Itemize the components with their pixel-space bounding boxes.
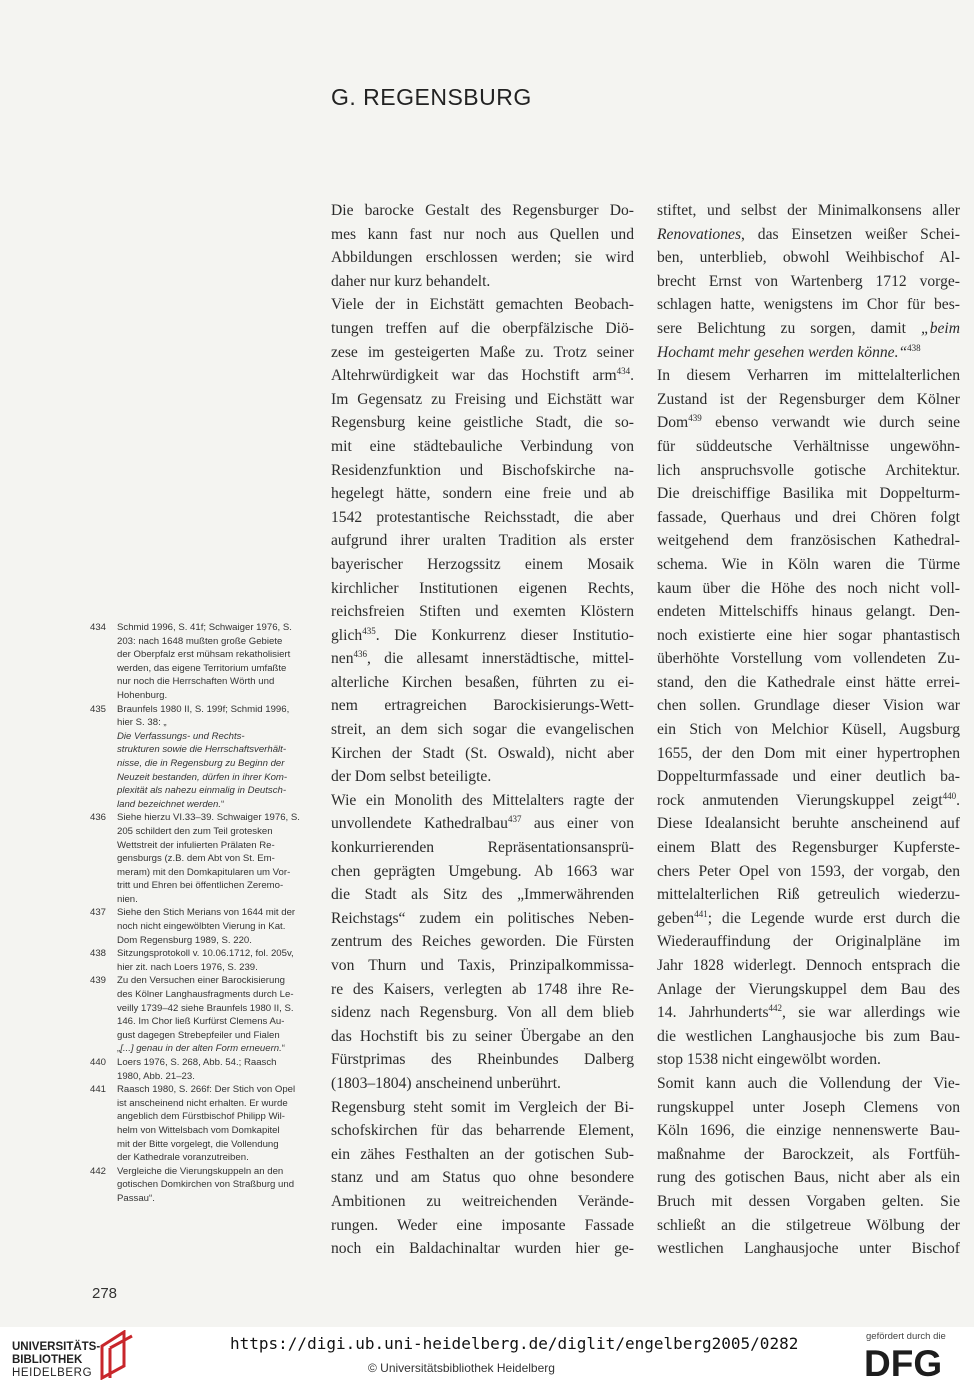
body-column-right xyxy=(657,199,960,1261)
text-line: ein zähes Festhalten an der gotischen Sub- xyxy=(331,1145,634,1163)
footnote-ref[interactable]: 441 xyxy=(694,908,708,919)
text-line: lich anspruchsvolle gotische Architektur. xyxy=(657,461,960,479)
text-line: Doppelturmfassade und einer deutlich ba- xyxy=(657,768,960,786)
text-line: stand, den die Kathedrale einst hätte errei- xyxy=(657,673,960,691)
text-line: einem Blatt des Regensburger Kupferste- xyxy=(657,839,960,857)
footnote-line: plexität als nahezu einmalig in Deutsch- xyxy=(117,785,287,797)
text-line: Diese Idealansicht beruhte anscheinend auf xyxy=(657,815,960,833)
text-line: stanz und am Status quo ohne besondere xyxy=(331,1169,634,1187)
text-line: glich$^{435}$. Die Konkurrenz dieser Institutio- xyxy=(331,625,634,644)
footnote-line: noch nicht eingewölbten Vierung in Kat. xyxy=(117,921,286,933)
library-line: UNIVERSITÄTS- xyxy=(12,1341,101,1353)
text-line: die Stadt als Sitz des „Immerwährenden xyxy=(331,886,634,904)
footnote xyxy=(90,1083,305,1165)
footnote xyxy=(90,1056,305,1083)
text-line: rungen. Weder eine imposante Fassade xyxy=(331,1216,634,1234)
text-line: reichsfreien Stiften und exemten Klöstern xyxy=(331,603,634,621)
text-line: daher nur kurz behandelt. xyxy=(331,272,491,290)
footnote-line: Wettstreit der infulierten Prälaten Re- xyxy=(117,839,275,851)
text-line: Fürstprimas des Rheinbundes Dalberg xyxy=(331,1051,634,1069)
footnote-number: 439 xyxy=(90,975,107,987)
text-line: Die dreischiffige Basilika mit Doppelturm- xyxy=(657,485,960,503)
text-line: für süddeutsche Verhältnisse ungewöhn- xyxy=(657,437,960,455)
text-line: Residenzfunktion und Bischofskirche na- xyxy=(331,461,634,479)
text-line: Altehrwürdigkeit war das Hochstift arm$^{434}$. xyxy=(331,366,634,385)
text-line: Regensburg keine geistliche Stadt, die so- xyxy=(331,414,634,432)
text-line: rung des gotischen Baus, nicht aber als ein xyxy=(657,1169,960,1187)
document-url-link[interactable]: https://digi.ub.uni-heidelberg.de/diglit/engelberg2005/0282 xyxy=(230,1334,799,1353)
text-line: Wie ein Monolith des Mittelalters ragte der xyxy=(331,791,634,809)
footnote-number: 438 xyxy=(90,948,107,960)
text-line: schlagen hatte, wenigstens im Chor für bes- xyxy=(657,296,960,314)
footnote-line: Sitzungsprotokoll v. 10.06.1712, fol. 205v, xyxy=(117,948,294,960)
footnote-number: 442 xyxy=(90,1165,107,1177)
text-line: noch ein Baldachinaltar wurden hier ge- xyxy=(331,1240,634,1258)
footnote-number: 436 xyxy=(90,812,107,824)
footnote-line: gensburgs (z.B. dem Abt von St. Em- xyxy=(117,853,275,865)
text-line: hegelegt hätte, sondern eine freie und ab xyxy=(331,485,634,503)
text-line: mit eine städtebauliche Verbindung von xyxy=(331,437,634,455)
footnote-line: Passau“. xyxy=(117,1192,155,1204)
library-logo-text[interactable] xyxy=(12,1341,100,1380)
footnote-line: nur noch die Herrschaften Wörth und xyxy=(117,676,275,688)
text-line: endeten Mittelschiffs hinaus gelangt. Den- xyxy=(657,603,960,621)
dfg-logo[interactable]: DFG xyxy=(864,1343,943,1384)
text-line: maßnahme der Barockzeit, als Fortfüh- xyxy=(657,1145,960,1163)
text-line: weitgehend dem französischen Kathedral- xyxy=(657,532,960,550)
footnote-ref[interactable]: 440 xyxy=(942,790,957,801)
footnote-line: Loers 1976, S. 268, Abb. 54.; Raasch xyxy=(117,1057,277,1068)
footnote-line: mit der Bitte vorgelegt, die Vollendung xyxy=(117,1138,279,1150)
footnote-line: gotischen Domkirchen von Straßburg und xyxy=(117,1179,295,1191)
text-line: chen sollen. Grundlage dieser Vision war xyxy=(657,697,960,715)
footnote-line: Hohenburg. xyxy=(117,689,168,701)
footnote xyxy=(90,811,305,906)
footnote-ref[interactable]: 437 xyxy=(507,814,522,825)
footnote-line: 203: nach 1648 mußten große Gebiete xyxy=(117,635,283,647)
footnote-line: der Kathedrale voranzutreiben. xyxy=(117,1152,249,1164)
text-line: chers Peter Opel von 1593, der vorgab, den xyxy=(657,862,960,880)
text-line: überhöhte Vorstellung vom vollendeten Zu- xyxy=(657,650,960,668)
library-line: HEIDELBERG xyxy=(12,1367,93,1379)
text-line: rungskuppel unter Joseph Clemens von xyxy=(657,1098,960,1116)
text-line: kirchlicher Institutionen eigenen Rechts, xyxy=(331,579,634,597)
text-line: mes kann fast nur noch aus Quellen und xyxy=(331,225,634,243)
text-line: Hochamt mehr gesehen werden könne.“$^{438}$ xyxy=(657,342,921,361)
text-line: nen$^{436}$, die allesamt innerstädtische, mittel- xyxy=(331,649,634,668)
text-line: ein Stich von Melchior Küsell, Augsburg xyxy=(657,721,960,739)
text-line: re des Kaisers, verlegten ab 1748 ihre Re- xyxy=(331,980,634,998)
text-line: Im Gegensatz zu Freising und Eichstätt war xyxy=(331,390,634,408)
footnote-line: 146. Im Chor ließ Kurfürst Clemens Au- xyxy=(117,1016,285,1028)
text-line: brecht Ernst von Wartenberg 1712 vorge- xyxy=(657,272,960,290)
footnote-line: „[...] genau in der alten Form erneuern.“ xyxy=(117,1043,285,1055)
footnote-line: nien. xyxy=(117,893,138,905)
footnote-number: 437 xyxy=(90,907,107,919)
text-line: Bruch mit dessen Vorgaben gelten. Sie xyxy=(657,1192,960,1210)
text-line: Köln 1696, die einzige nennenswerte Bau- xyxy=(657,1122,960,1140)
text-line: stiftet, und selbst der Minimalkonsens aller xyxy=(657,202,960,219)
page-number: 278 xyxy=(92,1285,118,1302)
footnote xyxy=(90,621,305,703)
footnotes xyxy=(90,621,305,1206)
text-line: rock anmutenden Vierungskuppel zeigt$^{440}$. xyxy=(657,790,960,809)
text-line: schema. Wie in Köln waren die Türme xyxy=(657,555,960,573)
text-line: In diesem Verharren im mittelalterlichen xyxy=(657,367,960,385)
footnote-line: des Kölner Langhausfragments durch Le- xyxy=(117,989,294,1001)
footnote-line: Siehe den Stich Merians von 1644 mit der xyxy=(117,907,296,919)
footnote-ref[interactable]: 435 xyxy=(362,625,376,636)
footnote-line: Vergleiche die Vierungskuppeln an den xyxy=(117,1165,284,1177)
text-line: (1803–1804) anscheinend unberührt. xyxy=(331,1074,561,1092)
footnote-line: hier S. 38: „ Die Verfassungs- und Rechts- xyxy=(117,717,245,742)
text-line: Kirchen der Stadt (St. Oswald), nicht aber xyxy=(331,744,634,762)
footnote xyxy=(90,1165,305,1206)
footnote-line: Raasch 1980, S. 266f: Der Stich von Opel xyxy=(117,1084,296,1096)
text-line: ben, unterblieb, obwohl Weihbischof Al- xyxy=(657,249,960,267)
text-line: 1655, der den Dom mit einer hypertrophen xyxy=(657,744,960,762)
footnote-line: nisse, die in Regensburg zu Beginn der xyxy=(117,757,285,769)
text-line: 14. Jahrhunderts$^{442}$, sie war allerdings wie xyxy=(657,1003,961,1022)
text-line: der Dom selbst beteiligte. xyxy=(331,768,492,786)
footnote-line: Schmid 1996, S. 41f; Schwaiger 1976, S. xyxy=(117,622,292,633)
dfg-caption: gefördert durch die xyxy=(866,1331,946,1342)
footnote-line: strukturen sowie die Herrschaftsverhält- xyxy=(117,744,287,756)
text-line: Dom$^{439}$ ebenso verwandt wie durch seine xyxy=(657,413,960,432)
chapter-title: G. REGENSBURG xyxy=(331,84,532,110)
text-line: chen geprägten Umgebung. Ab 1663 war xyxy=(331,862,634,880)
text-line: zese im gesteigerten Maße zu. Trotz seiner xyxy=(331,343,634,361)
text-line: von Thurn und Taxis, Prinzipalkommissa- xyxy=(331,957,634,974)
footnote-ref[interactable]: 438 xyxy=(907,342,921,353)
footnote xyxy=(90,906,305,947)
footnote-line: Neuzeit bestanden, dürfen in ihrer Kom- xyxy=(117,771,288,783)
footnote-line: hier zit. nach Loers 1976, S. 239. xyxy=(117,961,258,973)
text-line: Reichstags“ zudem ein politisches Neben- xyxy=(331,909,634,927)
text-line: Die barocke Gestalt des Regensburger Do- xyxy=(331,202,634,219)
text-line: 1542 protestantische Reichsstadt, die aber xyxy=(331,508,634,526)
text-line: geben$^{441}$; die Legende wurde erst durch die xyxy=(657,908,960,927)
text-line: Ambitionen zu weitreichenden Verände- xyxy=(331,1192,634,1210)
text-line: zentrum des Reiches geworden. Die Fürsten xyxy=(331,933,634,951)
text-line: nem ertragreichen Barockisierungs-Wett- xyxy=(331,697,634,715)
text-line: sere Belichtung zu sorgen, damit „beim xyxy=(657,319,960,337)
footnote-line: meram) mit den Domkapitularen um Vor- xyxy=(117,866,291,878)
faint-running-header xyxy=(92,40,202,54)
footnote-line: 205 schildert den zum Teil grotesken xyxy=(117,825,273,837)
footnote-number: 435 xyxy=(90,703,107,715)
footnote-line: Siehe hierzu VI.33–39. Schwaiger 1976, S. xyxy=(117,812,300,824)
text-line: Wiederauffindung der Originalpläne im xyxy=(657,933,960,951)
text-line: Abbildungen erschlossen werden; sie wird xyxy=(331,249,634,267)
footnote-line: gust dagegen Strebepfeiler und Fialen xyxy=(117,1029,280,1041)
footnote-number: 434 xyxy=(90,622,107,633)
footnote xyxy=(90,947,305,974)
footnote-number: 440 xyxy=(90,1057,107,1068)
library-logo-icon xyxy=(96,1330,136,1380)
footnote-line: Braunfels 1980 II, S. 199f; Schmid 1996, xyxy=(117,703,290,715)
text-line: Anlage der Vierungskuppel dem Bau des xyxy=(657,980,960,998)
text-line: westlichen Langhausjoche unter Bischof xyxy=(657,1240,960,1258)
text-line: Jahr 1828 widerlegt. Dennoch entsprach die xyxy=(657,957,960,974)
text-line: noch existierte eine hier sogar phantastisch xyxy=(657,626,960,644)
text-line: fassade, Querhaus und drei Chören folgt xyxy=(657,508,960,526)
text-line: stop 1538 nicht eingewölbt worden. xyxy=(657,1051,881,1069)
footnote-line: tritt und Ehren bei öffentlichen Zeremo- xyxy=(117,880,284,892)
text-line: konkurrierenden Repräsentationsansprü- xyxy=(331,839,634,857)
footnote-ref[interactable]: 434 xyxy=(616,366,631,377)
text-line: Renovationes, das Einsetzen weißer Schei- xyxy=(657,225,960,243)
footnote-line: werden, das eigene Territorium umfaßte xyxy=(117,662,287,674)
footnote-line: 1980, Abb. 21–23. xyxy=(117,1070,195,1082)
text-line: tungen treffen auf die oberpfälzische Diö- xyxy=(331,319,634,337)
copyright-notice: © Universitätsbibliothek Heidelberg xyxy=(368,1361,555,1375)
text-line: die westlichen Langhausjoche bis zum Bau- xyxy=(657,1027,960,1045)
text-line: Regensburg steht somit im Vergleich der Bi- xyxy=(331,1098,634,1116)
footnote-line: helm von Wittelsbach vom Domkapitel xyxy=(117,1124,280,1136)
text-line: bayerischer Herzogssitz einem Mosaik xyxy=(331,555,634,573)
text-line: aufgrund ihrer uralten Tradition als erster xyxy=(331,532,634,550)
text-line: unvollendete Kathedralbau$^{437}$ aus einer von xyxy=(331,814,634,833)
footnote xyxy=(90,974,305,1056)
footnote-line: Zu den Versuchen einer Barockisierung xyxy=(117,975,285,987)
body-column-middle xyxy=(331,199,634,1261)
text-line: Zustand ist der Regensburger dem Kölner xyxy=(657,390,960,408)
text-line: kaum über die Höhe des noch nicht voll- xyxy=(657,579,960,597)
footnote-line: angeblich dem Fürstbischof Philipp Wil- xyxy=(117,1111,285,1123)
text-line: alterliche Kirchen besaßen, führten zu ei- xyxy=(331,673,634,691)
footnote-line: ist anscheinend nicht erhalten. Er wurde xyxy=(117,1097,288,1109)
footnote-number: 441 xyxy=(90,1084,107,1096)
footnote-line: Dom Regensburg 1989, S. 220. xyxy=(117,934,252,946)
text-line: Somit kann auch die Vollendung der Vie- xyxy=(657,1074,960,1092)
text-line: streit, an dem sich sogar die evangelischen xyxy=(331,721,634,739)
text-line: sidenz nach Regensburg. Von all dem blieb xyxy=(331,1004,634,1022)
footnote-line: land bezeichnet werden.“ xyxy=(117,798,225,810)
footnote-ref[interactable]: 442 xyxy=(768,1003,783,1014)
library-line: BIBLIOTHEK xyxy=(12,1354,83,1366)
text-line: mittelalterlichen Riß getreulich wiederzu- xyxy=(657,886,960,904)
footnote-line: der Oberpfalz erst mühsam rekatholisiert xyxy=(117,649,291,661)
footnote-line: veilly 1739–42 siehe Braunfels 1980 II, S. xyxy=(117,1002,294,1014)
text-line: das Hochstift bis zu seiner Übergabe an den xyxy=(331,1027,634,1045)
footnote xyxy=(90,703,305,812)
footnote-ref[interactable]: 436 xyxy=(353,649,368,660)
footnote-ref[interactable]: 439 xyxy=(688,413,702,424)
text-line: Viele der in Eichstätt gemachten Beobach- xyxy=(331,296,634,314)
text-line: schofskirchen für das beharrende Element, xyxy=(331,1122,634,1140)
text-line: schließt an die stilgetreue Wölbung der xyxy=(657,1216,960,1234)
